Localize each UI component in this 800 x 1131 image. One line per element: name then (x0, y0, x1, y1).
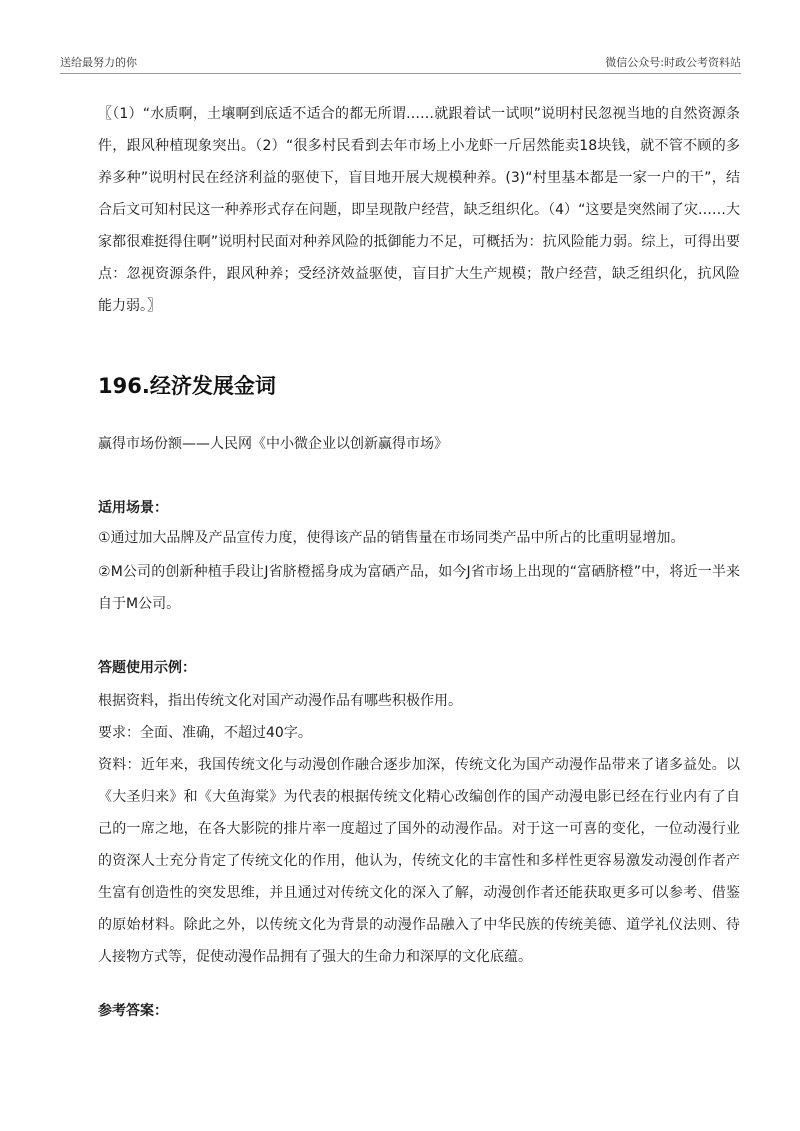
question-text: 根据资料，指出传统文化对国产动漫作品有哪些积极作用。 (98, 693, 462, 709)
answer-label: 参考答案： (98, 1003, 168, 1019)
header-divider (60, 73, 741, 74)
header-slogan: 送给最努力的你 (60, 56, 137, 69)
example-label: 答题使用示例： (98, 660, 196, 676)
analysis-paragraph: 〖（1）“水质啊，土壤啊到底适不适合的都无所谓……就跟着试一试呗”说明村民忽视当地的自然资源条件，跟风种植现象突出。（2）“很多村民看到去年市场上小龙虾一斤居然能卖18块钱，就不管不顾的多养多种”说明村民在经济利益的驱使下，盲目地开展大规模种养。(3)“村里基本都是一家一户的干”，结合后文可知村民这一种养形式存在问题，即呈现散户经营，缺乏组织化。（4）“这要是突然闹了灾……大家都很难挺得住啊”说明村民面对种养风险的抵御能力不足，可概括为：抗风险能力弱。综上，可得出要点：忽视资源条件，跟风种养；受经济效益驱使，盲目扩大生产规模；散户经营，缺乏组织化，抗风险能力弱。〗 (98, 106, 740, 314)
material-text: 资料：近年来，我国传统文化与动漫创作融合逐步加深，传统文化为国产动漫作品带来了诸多益处。以《大圣归来》和《大鱼海棠》为代表的根据传统文化精心改编创作的国产动漫电影已经在行业内有了自己的一席之地，在各大影院的排片率一度超过了国外的动漫作品。对于这一可喜的变化，一位动漫行业的资深人士充分肯定了传统文化的作用，他认为，传统文化的丰富性和多样性更容易激发动漫创作者产生富有创造性的突发思维，并且通过对传统文化的深入了解，动漫创作者还能获取更多可以参考、借鉴的原始材料。除此之外，以传统文化为背景的动漫作品融入了中华民族的传统美德、道学礼仪法则、待人接物方式等，促使动漫作品拥有了强大的生命力和深厚的文化底蕴。 (98, 757, 740, 965)
requirement-text: 要求：全面、准确，不超过40字。 (98, 725, 312, 741)
section-title: 196.经济发展金词 (98, 374, 276, 398)
scenario-1: ①通过加大品牌及产品宣传力度，使得该产品的销售量在市场同类产品中所占的比重明显增加。 (98, 530, 685, 546)
scenarios-label: 适用场景： (98, 500, 168, 516)
key-phrase: 赢得市场份额——人民网《中小微企业以创新赢得市场》 (98, 436, 448, 452)
header-source: 微信公众号:时政公考资料站 (605, 56, 741, 69)
scenario-2: ②M公司的创新种植手段让J省脐橙摇身成为富硒产品，如今J省市场上出现的“富硒脐橙”中，将近一半来自于M公司。 (98, 564, 740, 612)
page-header (60, 54, 741, 70)
